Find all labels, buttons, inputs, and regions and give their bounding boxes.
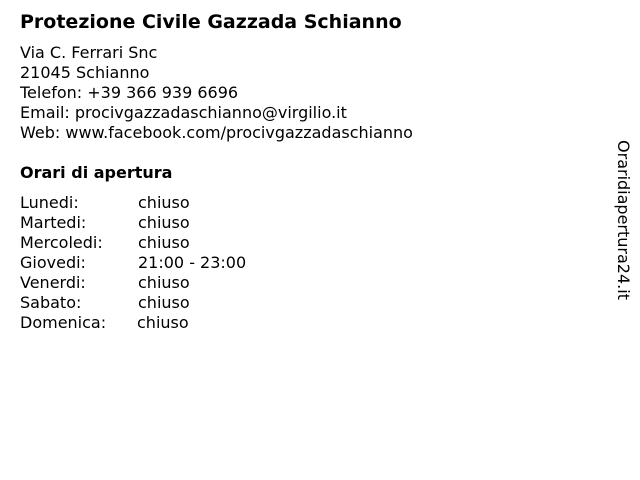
day-hours: chiuso	[138, 273, 190, 292]
day-hours: chiuso	[137, 313, 189, 332]
email-line: Email: procivgazzadaschianno@virgilio.it	[20, 103, 347, 122]
day-label: Lunedi:	[20, 193, 79, 212]
day-label: Sabato:	[20, 293, 82, 312]
address-city: 21045 Schianno	[20, 63, 150, 82]
day-hours: chiuso	[138, 233, 190, 252]
day-label: Mercoledi:	[20, 233, 103, 252]
day-label: Domenica:	[20, 313, 107, 332]
contact-block	[20, 43, 413, 143]
hours-heading: Orari di apertura	[20, 163, 173, 182]
day-label: Martedi:	[20, 213, 87, 232]
site-watermark: Oraridiapertura24.it	[614, 140, 633, 300]
web-line: Web: www.facebook.com/procivgazzadaschianno	[20, 123, 413, 142]
day-hours: chiuso	[138, 213, 190, 232]
address-street: Via C. Ferrari Snc	[20, 43, 158, 62]
day-label: Giovedi:	[20, 253, 86, 272]
day-label: Venerdi:	[20, 273, 86, 292]
day-hours: chiuso	[138, 193, 190, 212]
day-hours: chiuso	[138, 293, 190, 312]
business-name: Protezione Civile Gazzada Schianno	[20, 11, 402, 33]
phone-line: Telefon: +39 366 939 6696	[20, 83, 239, 102]
day-hours: 21:00 - 23:00	[138, 253, 247, 272]
